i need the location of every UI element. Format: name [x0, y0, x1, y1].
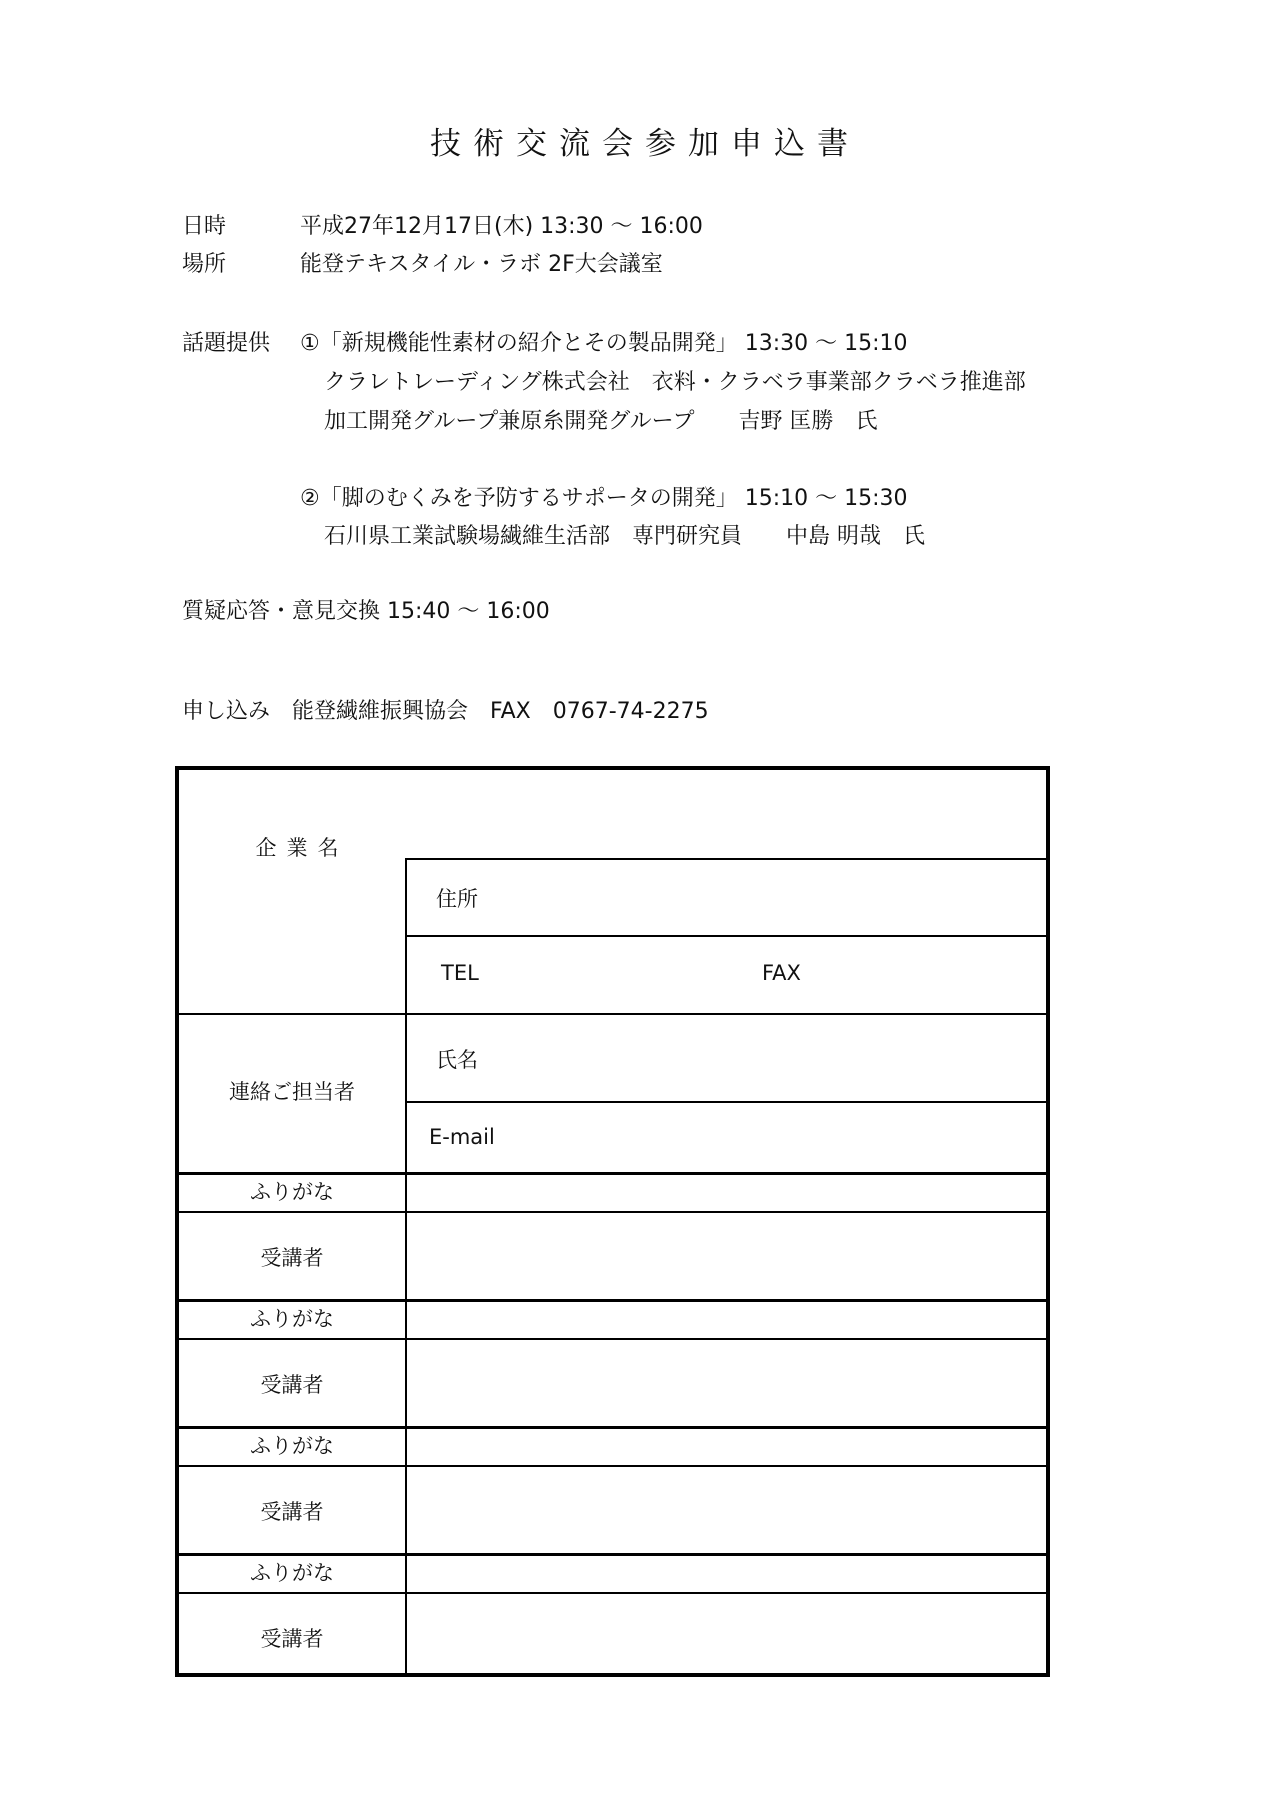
- attendee-label: 受講者: [260, 1373, 324, 1397]
- row-divider: [405, 858, 1046, 860]
- topic1-speaker: 加工開発グループ兼原糸開発グループ 吉野 匡勝 氏: [324, 409, 878, 434]
- row-divider: [179, 1465, 1046, 1467]
- attendee-label: 受講者: [260, 1246, 324, 1270]
- row-divider: [179, 1426, 1046, 1429]
- furigana-label: ふりがな: [250, 1180, 334, 1204]
- datetime-label: 日時: [182, 214, 227, 239]
- furigana-label: ふりがな: [250, 1561, 334, 1585]
- application-line: 申し込み 能登繊維振興協会 FAX 0767-74-2275: [182, 699, 709, 724]
- tel-label: TEL: [441, 961, 479, 985]
- address-label: 住所: [436, 887, 478, 911]
- topic1-company: クラレトレーディング株式会社 衣料・クラベラ事業部クラベラ推進部: [324, 370, 1026, 395]
- fax-label: FAX: [762, 961, 801, 985]
- row-divider: [179, 1211, 1046, 1213]
- company-name-label: 企業名: [255, 836, 349, 860]
- venue-value: 能登テキスタイル・ラボ 2F大会議室: [300, 252, 663, 277]
- topic2-speaker: 石川県工業試験場繊維生活部 専門研究員 中島 明哉 氏: [324, 524, 925, 549]
- attendee-label: 受講者: [260, 1627, 324, 1651]
- furigana-label: ふりがな: [250, 1307, 334, 1331]
- row-divider: [405, 935, 1046, 937]
- row-divider: [179, 1338, 1046, 1340]
- datetime-value: 平成27年12月17日(木) 13:30 ～ 16:00: [300, 214, 703, 239]
- application-form: [175, 766, 1050, 1677]
- topics-label: 話題提供: [182, 331, 271, 356]
- topic1-title: ①「新規機能性素材の紹介とその製品開発」 13:30 ～ 15:10: [300, 331, 908, 356]
- row-divider: [179, 1553, 1046, 1556]
- topic2-title: ②「脚のむくみを予防するサポータの開発」 15:10 ～ 15:30: [300, 486, 908, 511]
- row-divider: [179, 1013, 1046, 1015]
- page-title: 技術交流会参加申込書: [430, 126, 860, 162]
- contact-name-label: 氏名: [436, 1048, 478, 1072]
- attendee-label: 受講者: [260, 1500, 324, 1524]
- row-divider: [405, 1101, 1046, 1103]
- contact-person-label: 連絡ご担当者: [229, 1080, 355, 1104]
- row-divider: [179, 1172, 1046, 1175]
- row-divider: [179, 1299, 1046, 1302]
- row-divider: [179, 1592, 1046, 1594]
- qa-line: 質疑応答・意見交換 15:40 ～ 16:00: [182, 599, 550, 624]
- email-label: E-mail: [429, 1125, 495, 1149]
- venue-label: 場所: [182, 252, 227, 277]
- form-column-divider: [405, 860, 407, 1673]
- furigana-label: ふりがな: [250, 1434, 334, 1458]
